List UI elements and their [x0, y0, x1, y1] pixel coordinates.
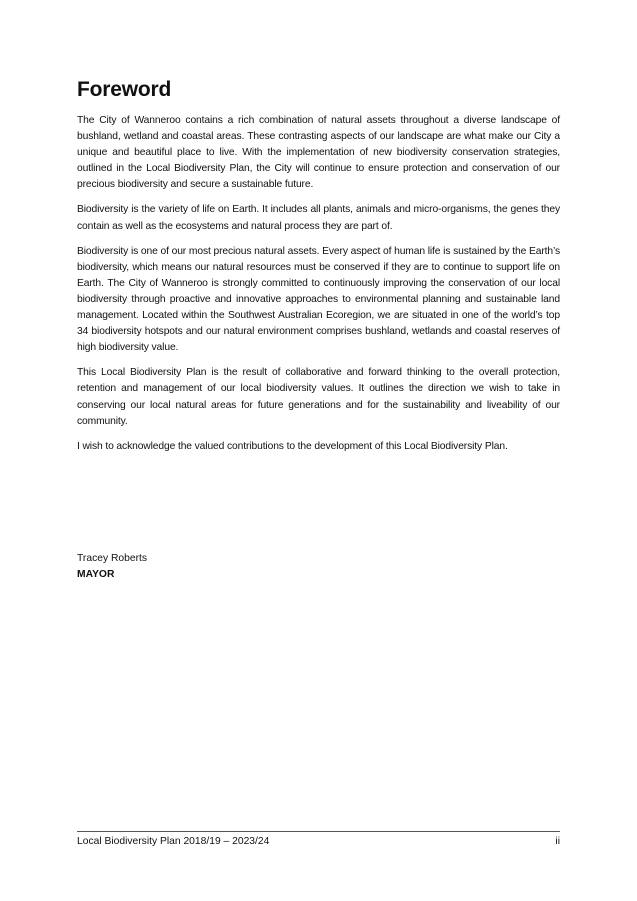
signatory-role: MAYOR — [77, 569, 115, 580]
paragraph-2: Biodiversity is the variety of life on Earth. It includes all plants, animals and micro-organisms, the genes they contain as well as the ecosystems and natural process they are part of. — [77, 204, 560, 232]
page-footer — [77, 831, 560, 850]
page-title: Foreword — [77, 78, 172, 101]
foreword-body — [77, 113, 560, 464]
footer-page-number: ii — [555, 836, 560, 847]
signature-block — [77, 551, 147, 583]
footer-document-title: Local Biodiversity Plan 2018/19 – 2023/24 — [77, 836, 270, 847]
paragraph-4: This Local Biodiversity Plan is the result of collaborative and forward thinking to the overall protection, retention and management of our local biodiversity values. It outlines the direction we wish to take in conserving our local natural areas for future generations and for the sustainability and liveability of our community. — [77, 367, 560, 427]
paragraph-5: I wish to acknowledge the valued contributions to the development of this Local Biodiversity Plan. — [77, 440, 508, 452]
signatory-name: Tracey Roberts — [77, 553, 148, 564]
paragraph-3: Biodiversity is one of our most precious natural assets. Every aspect of human life is sustained by the Earth’s biodiversity, which means our natural resources must be conserved if they are to continue to support life on Earth. The City of Wanneroo is strongly committed to continuously improving the conservation of our local biodiversity through proactive and innovative approaches to environmental planning and sustainable land management. Located within the Southwest Australian Ecoregion, we are situated in one of the world’s top 34 biodiversity hotspots and our natural environment comprises bushland, wetlands and coastal reserves of high biodiversity value. — [77, 245, 560, 354]
paragraph-1: The City of Wanneroo contains a rich combination of natural assets throughout a diverse landscape of bushland, wetland and coastal areas. These contrasting aspects of our landscape are what make our City a unique and beautiful place to live. With the implementation of new biodiversity conservation strategies, outlined in the Local Biodiversity Plan, the City will continue to ensure protection and conservation of our precious biodiversity and secure a sustainable future. — [77, 115, 560, 191]
